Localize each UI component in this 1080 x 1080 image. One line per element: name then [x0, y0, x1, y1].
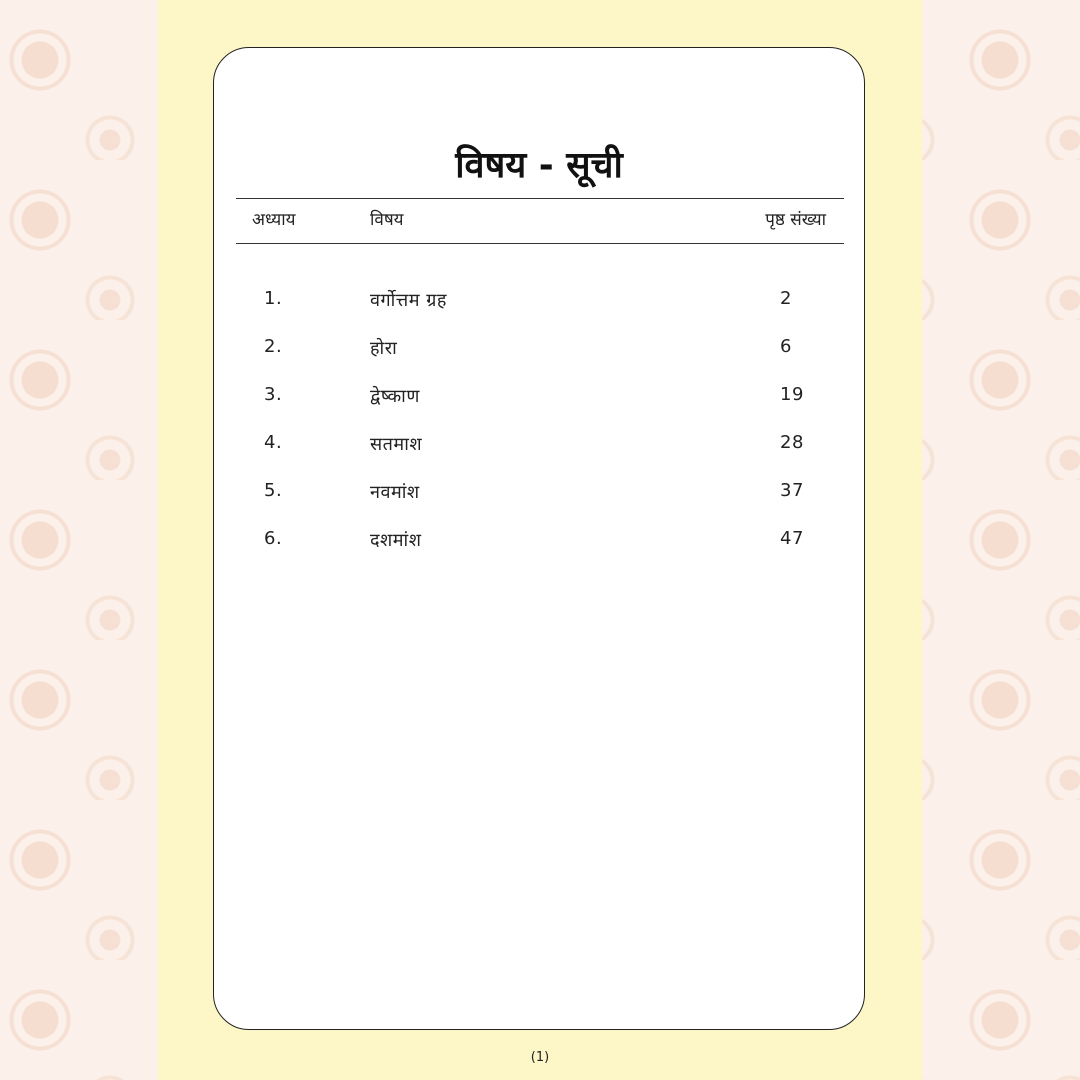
contents-list	[214, 284, 864, 572]
contents-row	[214, 476, 864, 524]
row-chapter-number: 4.	[264, 432, 283, 453]
contents-row	[214, 524, 864, 572]
row-page-number: 37	[780, 480, 804, 501]
header-top-rule	[236, 198, 844, 199]
row-subject: होरा	[370, 338, 398, 359]
contents-row	[214, 284, 864, 332]
row-chapter-number: 1.	[264, 288, 283, 309]
row-chapter-number: 3.	[264, 384, 283, 405]
row-subject: वर्गोत्तम ग्रह	[370, 290, 447, 311]
row-chapter-number: 6.	[264, 528, 283, 549]
header-chapter: अध्याय	[252, 210, 296, 230]
header-page-number: पृष्ठ संख्या	[765, 210, 826, 230]
contents-card	[213, 47, 865, 1030]
row-page-number: 2	[780, 288, 792, 309]
row-page-number: 47	[780, 528, 804, 549]
row-chapter-number: 5.	[264, 480, 283, 501]
page-title: विषय - सूची	[455, 145, 623, 186]
contents-row	[214, 332, 864, 380]
row-page-number: 28	[780, 432, 804, 453]
header-bottom-rule	[236, 243, 844, 244]
contents-row	[214, 380, 864, 428]
row-subject: सतमाश	[370, 434, 423, 455]
contents-row	[214, 428, 864, 476]
header-subject: विषय	[370, 210, 404, 230]
row-subject: नवमांश	[370, 482, 420, 503]
row-page-number: 6	[780, 336, 792, 357]
row-chapter-number: 2.	[264, 336, 283, 357]
row-subject: द्वेष्काण	[370, 386, 420, 407]
page-number-footer: (1)	[530, 1050, 550, 1065]
row-subject: दशमांश	[370, 530, 422, 551]
row-page-number: 19	[780, 384, 804, 405]
book-page	[158, 0, 922, 1080]
